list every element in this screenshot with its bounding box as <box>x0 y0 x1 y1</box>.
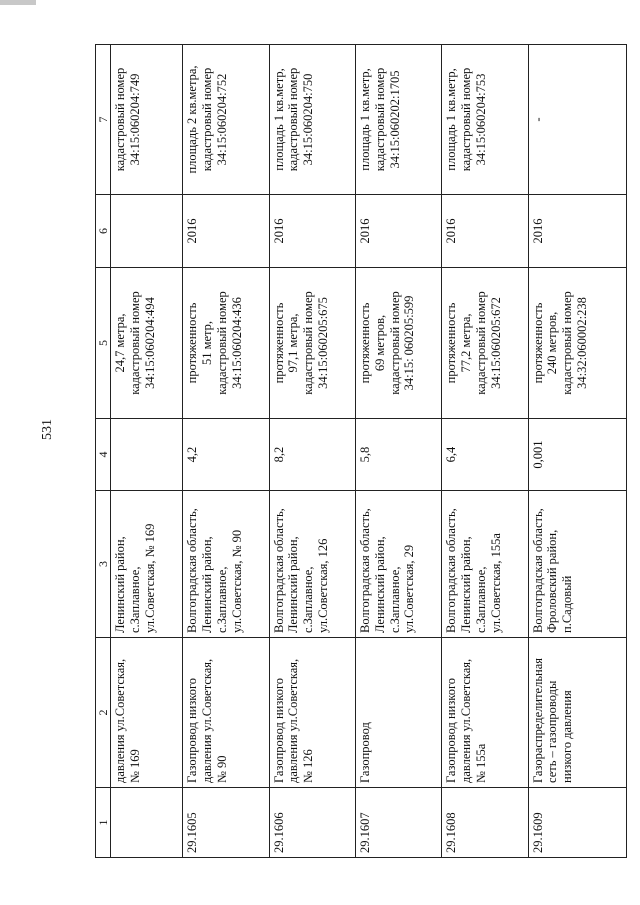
item-name: Газопровод низкого давления ул.Советская, № 90 <box>183 638 269 788</box>
item-cost: 0,001 <box>528 419 626 491</box>
item-name: Газораспределительная сеть – газопроводы низкого давления <box>528 638 626 788</box>
table-row <box>111 45 183 858</box>
rotated-table-wrapper <box>95 45 627 858</box>
item-land: - <box>528 45 626 195</box>
page-number: 531 <box>40 419 55 440</box>
header-col-2: 2 <box>96 638 111 788</box>
item-number: 29.1605 <box>183 788 269 858</box>
item-location: Ленинский район, с.Заплавное, ул.Советская, № 169 <box>111 491 183 638</box>
item-name: давления ул.Советская, № 169 <box>111 638 183 788</box>
item-cost: 5,8 <box>356 419 442 491</box>
item-year <box>111 195 183 268</box>
item-year: 2016 <box>528 195 626 268</box>
item-name: Газопровод низкого давления ул.Советская, № 155а <box>442 638 528 788</box>
item-number: 29.1608 <box>442 788 528 858</box>
item-characteristics: протяженность 77,2 метра, кадастровый номер 34:15:060205:672 <box>442 268 528 419</box>
table-row <box>442 45 528 858</box>
header-col-6: 6 <box>96 195 111 268</box>
item-location: Волгоградская область, Ленинский район, с.Заплавное, ул.Советская, 29 <box>356 491 442 638</box>
item-name: Газопровод низкого давления ул.Советская, № 126 <box>269 638 355 788</box>
item-number: 29.1606 <box>269 788 355 858</box>
item-cost: 6,4 <box>442 419 528 491</box>
item-land: площадь 1 кв.метр, кадастровый номер 34:15:060204:753 <box>442 45 528 195</box>
item-land: кадастровый номер 34:15:060204:749 <box>111 45 183 195</box>
item-characteristics: протяженность 240 метров, кадастровый номер 34:32:060002:238 <box>528 268 626 419</box>
header-col-4: 4 <box>96 419 111 491</box>
item-characteristics: протяженность 69 метров, кадастровый номер 34:15: 060205:599 <box>356 268 442 419</box>
item-location: Волгоградская область, Ленинский район, с.Заплавное, ул.Советская, 126 <box>269 491 355 638</box>
item-cost <box>111 419 183 491</box>
item-characteristics: 24,7 метра, кадастровый номер 34:15:060204:494 <box>111 268 183 419</box>
item-year: 2016 <box>269 195 355 268</box>
item-number <box>111 788 183 858</box>
header-row <box>96 45 111 858</box>
item-land: площадь 1 кв.метр, кадастровый номер 34:15:060202:1705 <box>356 45 442 195</box>
item-name: Газопровод <box>356 638 442 788</box>
header-col-3: 3 <box>96 491 111 638</box>
item-location: Волгоградская область, Ленинский район, с.Заплавное, ул.Советская, 155а <box>442 491 528 638</box>
item-land: площадь 1 кв.метр, кадастровый номер 34:15:060204:750 <box>269 45 355 195</box>
table-row <box>356 45 442 858</box>
item-land: площадь 2 кв.метра, кадастровый номер 34:15:060204:752 <box>183 45 269 195</box>
item-cost: 8,2 <box>269 419 355 491</box>
item-year: 2016 <box>183 195 269 268</box>
item-year: 2016 <box>442 195 528 268</box>
item-characteristics: протяженность 51 метр, кадастровый номер 34:15:060204:436 <box>183 268 269 419</box>
item-characteristics: протяженность 97,1 метра, кадастровый номер 34:15:060205:675 <box>269 268 355 419</box>
table-row <box>269 45 355 858</box>
item-number: 29.1609 <box>528 788 626 858</box>
table-row <box>183 45 269 858</box>
header-col-7: 7 <box>96 45 111 195</box>
item-number: 29.1607 <box>356 788 442 858</box>
header-col-1: 1 <box>96 788 111 858</box>
header-col-5: 5 <box>96 268 111 419</box>
item-location: Волгоградская область, Фроловский район, п.Садовый <box>528 491 626 638</box>
scan-mark <box>0 0 36 5</box>
table-row <box>528 45 626 858</box>
item-year: 2016 <box>356 195 442 268</box>
item-cost: 4,2 <box>183 419 269 491</box>
item-location: Волгоградская область, Ленинский район, с.Заплавное, ул.Советская, № 90 <box>183 491 269 638</box>
property-table <box>95 44 627 858</box>
